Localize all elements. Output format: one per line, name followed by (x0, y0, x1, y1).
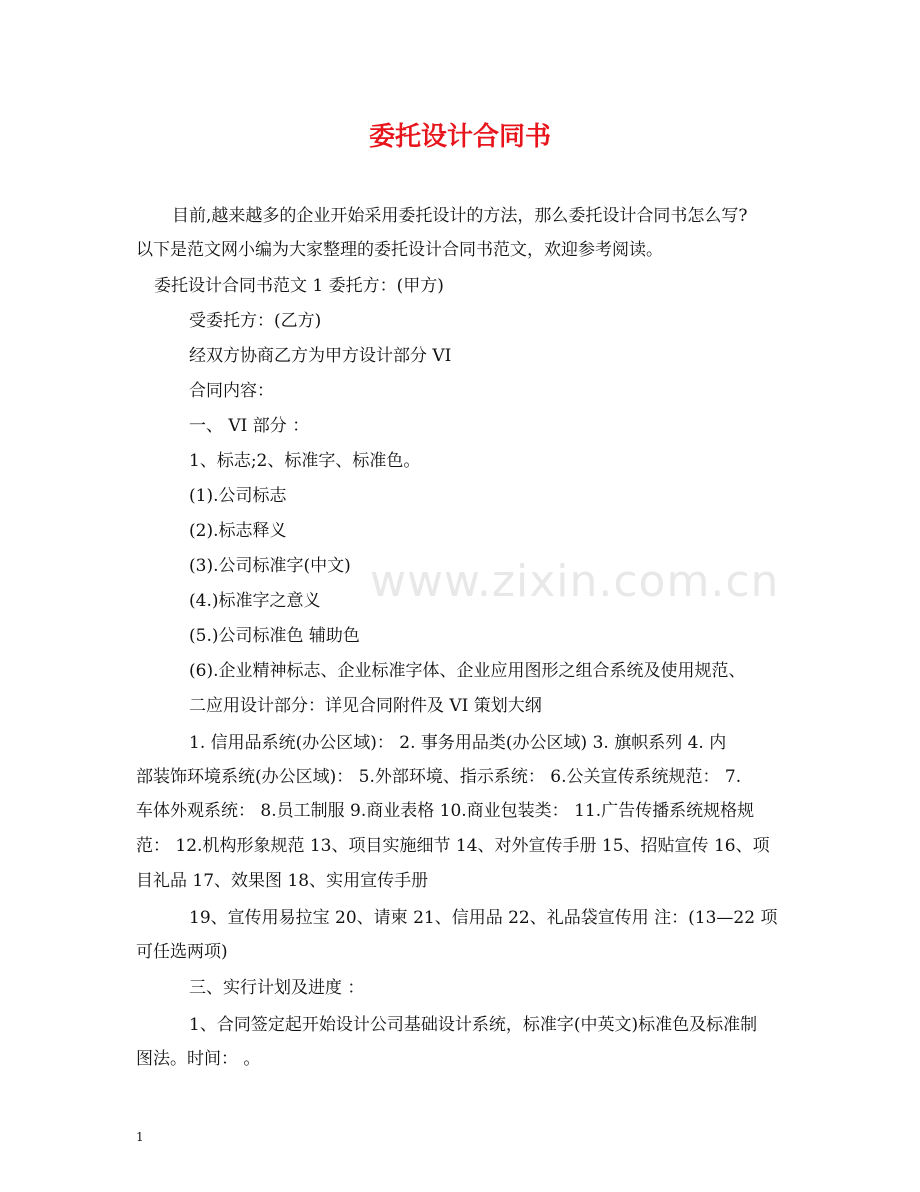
paragraph-line: 部装饰环境系统(办公区域)： 5.外部环境、指示系统： 6.公关宣传系统规范： 7. (136, 767, 742, 787)
paragraph-line: 目前,越来越多的企业开始采用委托设计的方法，那么委托设计合同书怎么写? (172, 206, 748, 226)
paragraph-line: 合同内容： (189, 381, 274, 401)
document-title: 委托设计合同书 (368, 122, 551, 152)
paragraph-line: 1、标志;2、标准字、标准色。 (189, 451, 421, 471)
paragraph-line: 委托设计合同书范文 1 委托方：(甲方) (154, 276, 444, 296)
paragraph-line: 目礼品 17、效果图 18、实用宣传手册 (136, 871, 429, 891)
paragraph-line: 以下是范文网小编为大家整理的委托设计合同书范文，欢迎参考阅读。 (136, 240, 663, 260)
paragraph-line: 车体外观系统： 8.员工制服 9.商业表格 10.商业包装类： 11.广告传播系统规格规 (136, 801, 755, 821)
section-heading: 一、 VI 部分 ： (189, 416, 310, 436)
paragraph-line: 图法。时间： 。 (136, 1049, 261, 1069)
paragraph-line: 经双方协商乙方为甲方设计部分 VI (189, 346, 452, 366)
section-heading: 三、实行计划及进度 ： (189, 978, 365, 998)
list-item: (5.)公司标准色 辅助色 (189, 626, 360, 646)
paragraph-line: 1、合同签定起开始设计公司基础设计系统，标准字(中英文)标准色及标准制 (189, 1015, 758, 1035)
list-item: (4.)标准字之意义 (189, 591, 321, 611)
list-item: (2).标志释义 (189, 521, 287, 541)
paragraph-line: 19、宣传用易拉宝 20、请柬 21、信用品 22、礼品袋宣传用 注：(13—22 项 (189, 908, 778, 928)
paragraph-line: 受委托方：(乙方) (189, 311, 322, 331)
paragraph-line: 可任选两项) (136, 942, 228, 962)
list-item: (6).企业精神标志、企业标准字体、企业应用图形之组合系统及使用规范、 (189, 661, 746, 681)
section-heading: 二应用设计部分：详见合同附件及 VI 策划大纲 (189, 696, 542, 716)
paragraph-line: 范： 12.机构形象规范 13、项目实施细节 14、对外宣传手册 15、招贴宣传 16、项 (136, 836, 770, 856)
paragraph-line: 1. 信用品系统(办公区域)： 2. 事务用品类(办公区域) 3. 旗帜系列 4. 内 (189, 733, 727, 753)
watermark: www.zixin.com.cn (370, 556, 780, 607)
list-item: (3).公司标准字(中文) (189, 556, 351, 576)
page-number: 1 (136, 1130, 144, 1144)
list-item: (1).公司标志 (189, 486, 287, 506)
